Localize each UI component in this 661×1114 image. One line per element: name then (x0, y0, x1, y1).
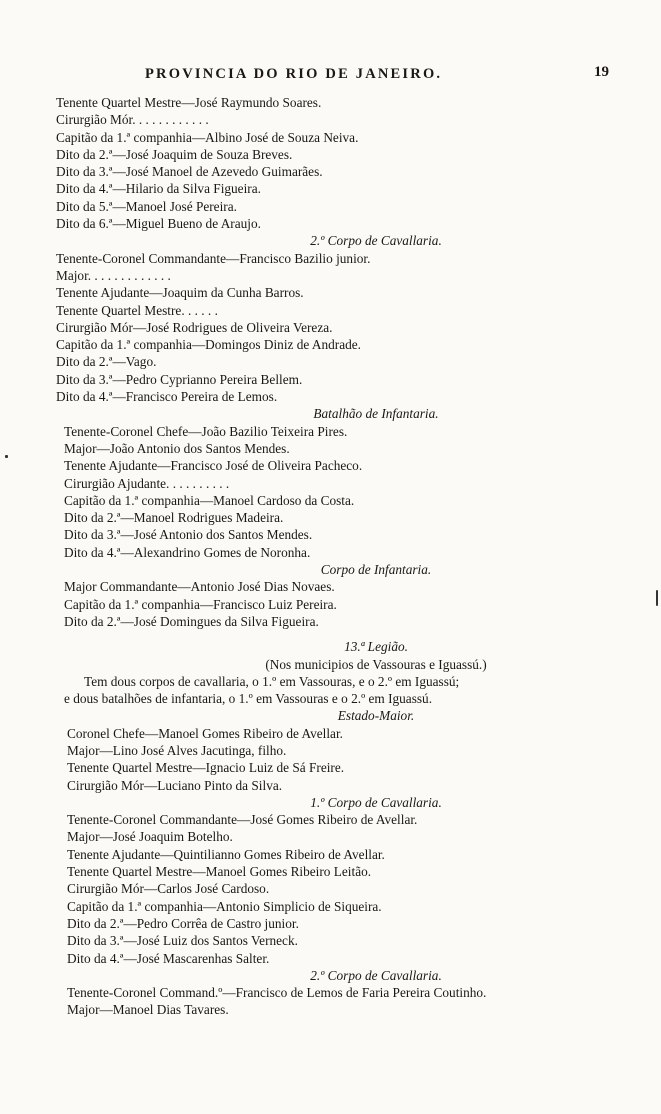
section-heading: 1.º Corpo de Cavallaria. (310, 794, 442, 810)
running-header-title: PROVINCIA DO RIO DE JANEIRO. (145, 66, 443, 82)
text-line: Tenente Quartel Mestre—José Raymundo Soares. (56, 95, 322, 110)
margin-mark (656, 590, 658, 606)
text-line: Tenente Ajudante—Quintilianno Gomes Ribeiro de Avellar. (67, 846, 385, 862)
text-line: Cirurgião Ajudante. . . . . . . . . . (64, 475, 230, 491)
text-line: Tenente-Coronel Commandante—José Gomes Ribeiro de Avellar. (67, 812, 418, 828)
section-heading: Batalhão de Infantaria. (313, 406, 439, 422)
page-number: 19 (594, 64, 609, 80)
text-line: Dito da 2.ª—José Joaquim de Souza Breves. (56, 146, 293, 162)
text-line: Cirurgião Mór—José Rodrigues de Oliveira Vereza. (56, 319, 333, 335)
text-line: Dito da 2.ª—Pedro Corrêa de Castro junior. (67, 915, 299, 931)
text-line: Dito da 5.ª—Manoel José Pereira. (56, 198, 237, 214)
spacer (56, 630, 636, 638)
text-line: Capitão da 1.ª companhia—Albino José de Souza Neiva. (56, 129, 359, 145)
text-line: Dito da 3.ª—Pedro Cyprianno Pereira Bellem. (56, 371, 303, 387)
text-line: Tenente-Coronel Chefe—João Bazilio Teixeira Pires. (64, 423, 348, 439)
text-line: Cirurgião Mór—Carlos José Cardoso. (67, 881, 270, 897)
text-line: Tenente Ajudante—Joaquim da Cunha Barros. (56, 285, 304, 301)
text-line: Tenente-Coronel Command.º—Francisco de Lemos de Faria Pereira Coutinho. (67, 985, 487, 1001)
text-line: Dito da 4.ª—Francisco Pereira de Lemos. (56, 389, 278, 405)
text-line: Dito da 4.ª—José Mascarenhas Salter. (67, 950, 270, 966)
text-line: Capitão da 1.ª companhia—Francisco Luiz Pereira. (64, 596, 337, 612)
text-line: Dito da 4.ª—Alexandrino Gomes de Noronha. (64, 544, 311, 560)
text-line: Capitão da 1.ª companhia—Manoel Cardoso da Costa. (64, 492, 355, 508)
section-heading: 2.º Corpo de Cavallaria. (310, 233, 442, 249)
text-line: Major—Manoel Dias Tavares. (67, 1002, 229, 1018)
text-line: (Nos municipios de Vassouras e Iguassú.) (265, 656, 487, 672)
text-line: Dito da 3.ª—José Antonio dos Santos Mendes. (64, 527, 313, 543)
section-heading: 13.ª Legião. (344, 639, 408, 655)
text-line: Major Commandante—Antonio José Dias Novaes. (64, 579, 335, 595)
text-line: Capitão da 1.ª companhia—Domingos Diniz de Andrade. (56, 337, 361, 353)
text-line: Tenente Ajudante—Francisco José de Oliveira Pacheco. (64, 458, 363, 474)
text-line: Tem dous corpos de cavallaria, o 1.º em Vassouras, e o 2.º em Iguassú; (84, 673, 460, 689)
text-line: Tenente-Coronel Commandante—Francisco Bazilio junior. (56, 250, 371, 266)
text-line: Cirurgião Mór. . . . . . . . . . . . (56, 112, 209, 128)
text-line: Cirurgião Mór—Luciano Pinto da Silva. (67, 777, 283, 793)
text-line: Major—Lino José Alves Jacutinga, filho. (67, 742, 287, 758)
text-line: Major—José Joaquim Botelho. (67, 829, 233, 845)
text-line: Capitão da 1.ª companhia—Antonio Simplicio de Siqueira. (67, 898, 382, 914)
text-line: Dito da 2.ª—José Domingues da Silva Figueira. (64, 613, 319, 629)
text-line: Major. . . . . . . . . . . . . (56, 267, 171, 283)
section-heading: Estado-Maior. (337, 708, 415, 724)
text-line: e dous batalhões de infantaria, o 1.º em Vassouras e o 2.º em Iguassú. (64, 691, 433, 707)
text-line: Dito da 2.ª—Manoel Rodrigues Madeira. (64, 510, 284, 526)
margin-mark (5, 455, 8, 458)
text-line: Dito da 6.ª—Miguel Bueno de Araujo. (56, 216, 261, 232)
page-body (56, 94, 636, 1019)
text-line: Tenente Quartel Mestre—Manoel Gomes Ribeiro Leitão. (67, 864, 372, 880)
text-line: Dito da 3.ª—José Luiz dos Santos Verneck. (67, 933, 298, 949)
text-line: Tenente Quartel Mestre. . . . . . (56, 302, 218, 318)
text-line: Major—João Antonio dos Santos Mendes. (64, 440, 290, 456)
text-line: Dito da 3.ª—José Manoel de Azevedo Guimarães. (56, 164, 323, 180)
section-heading: Corpo de Infantaria. (320, 562, 432, 578)
section-heading: 2.º Corpo de Cavallaria. (310, 967, 442, 983)
text-line: Coronel Chefe—Manoel Gomes Ribeiro de Avellar. (67, 725, 343, 741)
text-line: Tenente Quartel Mestre—Ignacio Luiz de Sá Freire. (67, 760, 345, 776)
text-line: Dito da 2.ª—Vago. (56, 354, 157, 370)
text-line: Dito da 4.ª—Hilario da Silva Figueira. (56, 181, 261, 197)
